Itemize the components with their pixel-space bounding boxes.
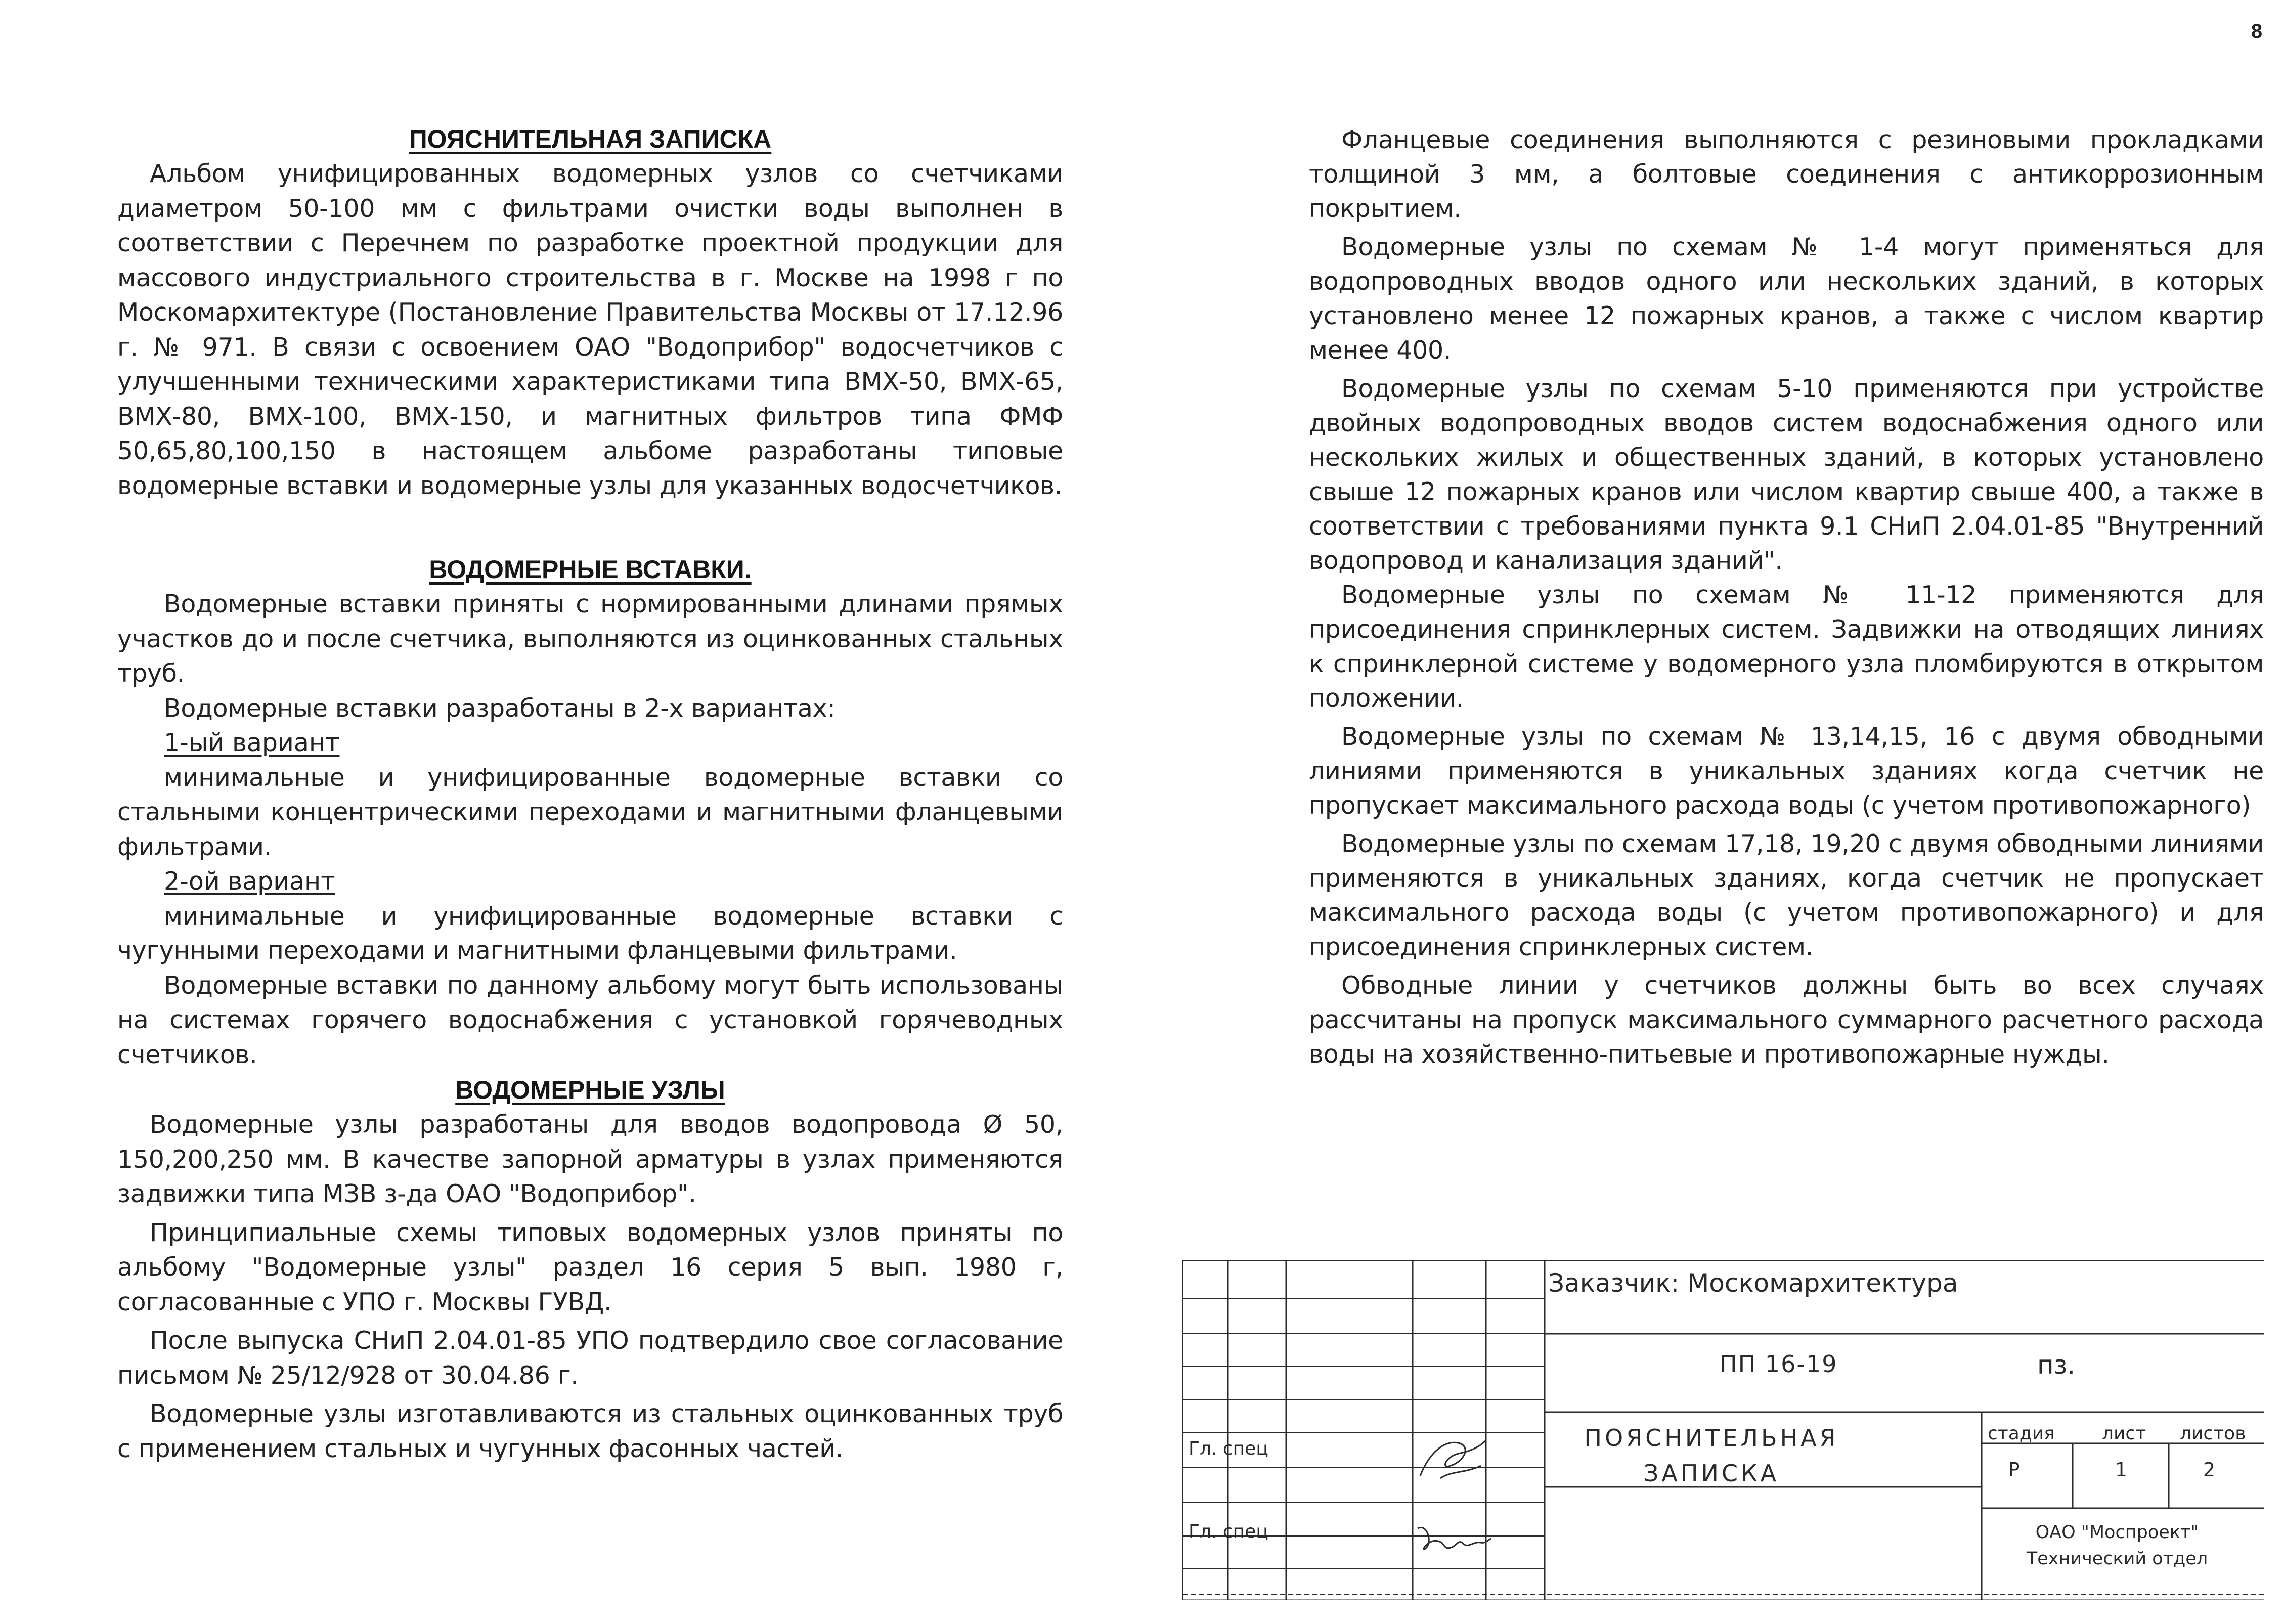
paragraph-bypass-lines: Обводные линии у счетчиков должны быть во всех случаях рассчитаны на пропуск максимального суммарного расчетного расхода воды на хозяйственно-питьевые и противопожарные нужды.: [1309, 971, 2264, 1069]
paragraph-inserts-lengths: Водомерные вставки приняты с нормированными длинами прямых участков до и после счетчика, выполняются из оцинкованных стальных труб.: [117, 590, 1063, 688]
role-chief-specialist-2: Гл. спец: [1189, 1521, 1268, 1542]
paragraph-schemes-17-20: Водомерные узлы по схемам 17,18, 19,20 с двумя обводными линиями применяются в уникальных зданиях, когда счетчик не пропускает максимального расхода воды (с учетом противопожарного) и для присоединения спринклерных систем.: [1309, 829, 2264, 961]
signature-1: [1410, 1430, 1491, 1486]
variant-2-text: минимальные и унифицированные водомерные вставки с чугунными переходами и магнитными фланцевыми фильтрами.: [117, 901, 1063, 965]
paragraph-schemes-1-4: Водомерные узлы по схемам № 1-4 могут применяться для водопроводных вводов одного или нескольких зданий, в которых установлено менее 12 пожарных кранов, а также с числом квартир менее 400.: [1309, 233, 2264, 365]
heading-explanatory-note: ПОЯСНИТЕЛЬНАЯ ЗАПИСКА: [409, 125, 772, 153]
document-code: ПП 16-19: [1720, 1350, 1838, 1378]
role-chief-specialist-1: Гл. спец: [1189, 1438, 1268, 1459]
right-column: [1309, 123, 2264, 1072]
document-type: пз.: [2037, 1350, 2076, 1380]
organization: ОАО "Моспроект" Технический отдел: [2026, 1522, 2208, 1569]
sheets-value: 2: [2203, 1459, 2216, 1481]
sheets-header: листов: [2180, 1423, 2246, 1444]
paragraph-units-materials: Водомерные узлы изготавливаются из стальных оцинкованных труб с применением стальных и чугунных фасонных частей.: [117, 1399, 1063, 1463]
document-title: ПОЯСНИТЕЛЬНАЯ ЗАПИСКА: [1584, 1424, 1839, 1487]
paragraph-schemes-5-10: Водомерные узлы по схемам 5-10 применяются при устройстве двойных водопроводных вводов систем водоснабжения одного или нескольких жилых и общественных зданий, в которых установлено свыше 12 пожарных кранов или числом квартир свыше 400, а также в соответствии с требованиями пункта 9.1 СНиП 2.04.01-85 "Внутренний водопровод и канализация зданий".: [1309, 374, 2264, 575]
paragraph-schemes-11-12: Водомерные узлы по схемам № 11-12 применяются для присоединения спринклерных систем. Задвижки на отводящих линиях к спринклерной системе у водомерного узла пломбируются в открытом положении.: [1309, 581, 2264, 713]
paragraph-hot-water: Водомерные вставки по данному альбому могут быть использованы на системах горячего водоснабжения с установкой горячеводных счетчиков.: [117, 971, 1063, 1069]
left-column: [117, 121, 1063, 1466]
customer-label: Заказчик: Москомархитектура: [1548, 1268, 1958, 1298]
heading-meter-inserts: ВОДОМЕРНЫЕ ВСТАВКИ.: [429, 555, 752, 584]
variant-1-label: 1-ый вариант: [164, 728, 340, 757]
variant-2-label: 2-ой вариант: [164, 867, 335, 896]
paragraph-schemes-13-16: Водомерные узлы по схемам № 13,14,15, 16 с двумя обводными линиями применяются в уникальных зданиях когда счетчик не пропускает максимального расхода воды (с учетом противопожарного): [1309, 722, 2264, 820]
paragraph-album-intro: Альбом унифицированных водомерных узлов со счетчиками диаметром 50-100 мм с фильтрами очистки воды выполнен в соответствии с Перечнем по разработке проектной продукции для массового индустриального строительства в г. Москве на 1998 г по Москомархитектуре (Постановление Правительства Москвы от 17.12.96 г. № 971. В связи с освоением ОАО "Водоприбор" водосчетчиков с улучшенными техническими характеристиками типа ВМХ-50, ВМХ-65, ВМХ-80, ВМХ-100, ВМХ-150, и магнитных фильтров типа ФМФ 50,65,80,100,150 в настоящем альбоме разработаны типовые водомерные вставки и водомерные узлы для указанных водосчетчиков.: [117, 159, 1063, 500]
paragraph-snip-approval: После выпуска СНиП 2.04.01-85 УПО подтвердило свое согласование письмом № 25/12/928 от 30.04.86 г.: [117, 1326, 1063, 1390]
stage-value: Р: [2008, 1459, 2020, 1481]
paragraph-inserts-variants: Водомерные вставки разработаны в 2-х вариантах:: [164, 693, 836, 723]
heading-meter-units: ВОДОМЕРНЫЕ УЗЛЫ: [455, 1076, 725, 1104]
title-block-stamp: [1182, 1260, 2264, 1600]
page-number: 8: [2251, 20, 2263, 42]
paragraph-flange-joints: Фланцевые соединения выполняются с резиновыми прокладками толщиной 3 мм, а болтовые соединения с антикоррозионным покрытием.: [1309, 125, 2264, 223]
variant-1-text: минимальные и унифицированные водомерные вставки со стальными концентрическими переходами и магнитными фланцевыми фильтрами.: [117, 763, 1063, 861]
sheet-value: 1: [2115, 1459, 2128, 1481]
sheet-header: лист: [2102, 1423, 2146, 1444]
signature-2: [1413, 1518, 1494, 1564]
paragraph-units-schemes: Принципиальные схемы типовых водомерных узлов приняты по альбому "Водомерные узлы" раздел 16 серия 5 вып. 1980 г, согласованные с УПО г. Москвы ГУВД.: [117, 1218, 1063, 1316]
stage-header: стадия: [1988, 1423, 2055, 1444]
paragraph-units-inputs: Водомерные узлы разработаны для вводов водопровода Ø 50, 150,200,250 мм. В качестве запорной арматуры в узлах применяются задвижки типа МЗВ з-да ОАО "Водоприбор".: [117, 1110, 1063, 1208]
